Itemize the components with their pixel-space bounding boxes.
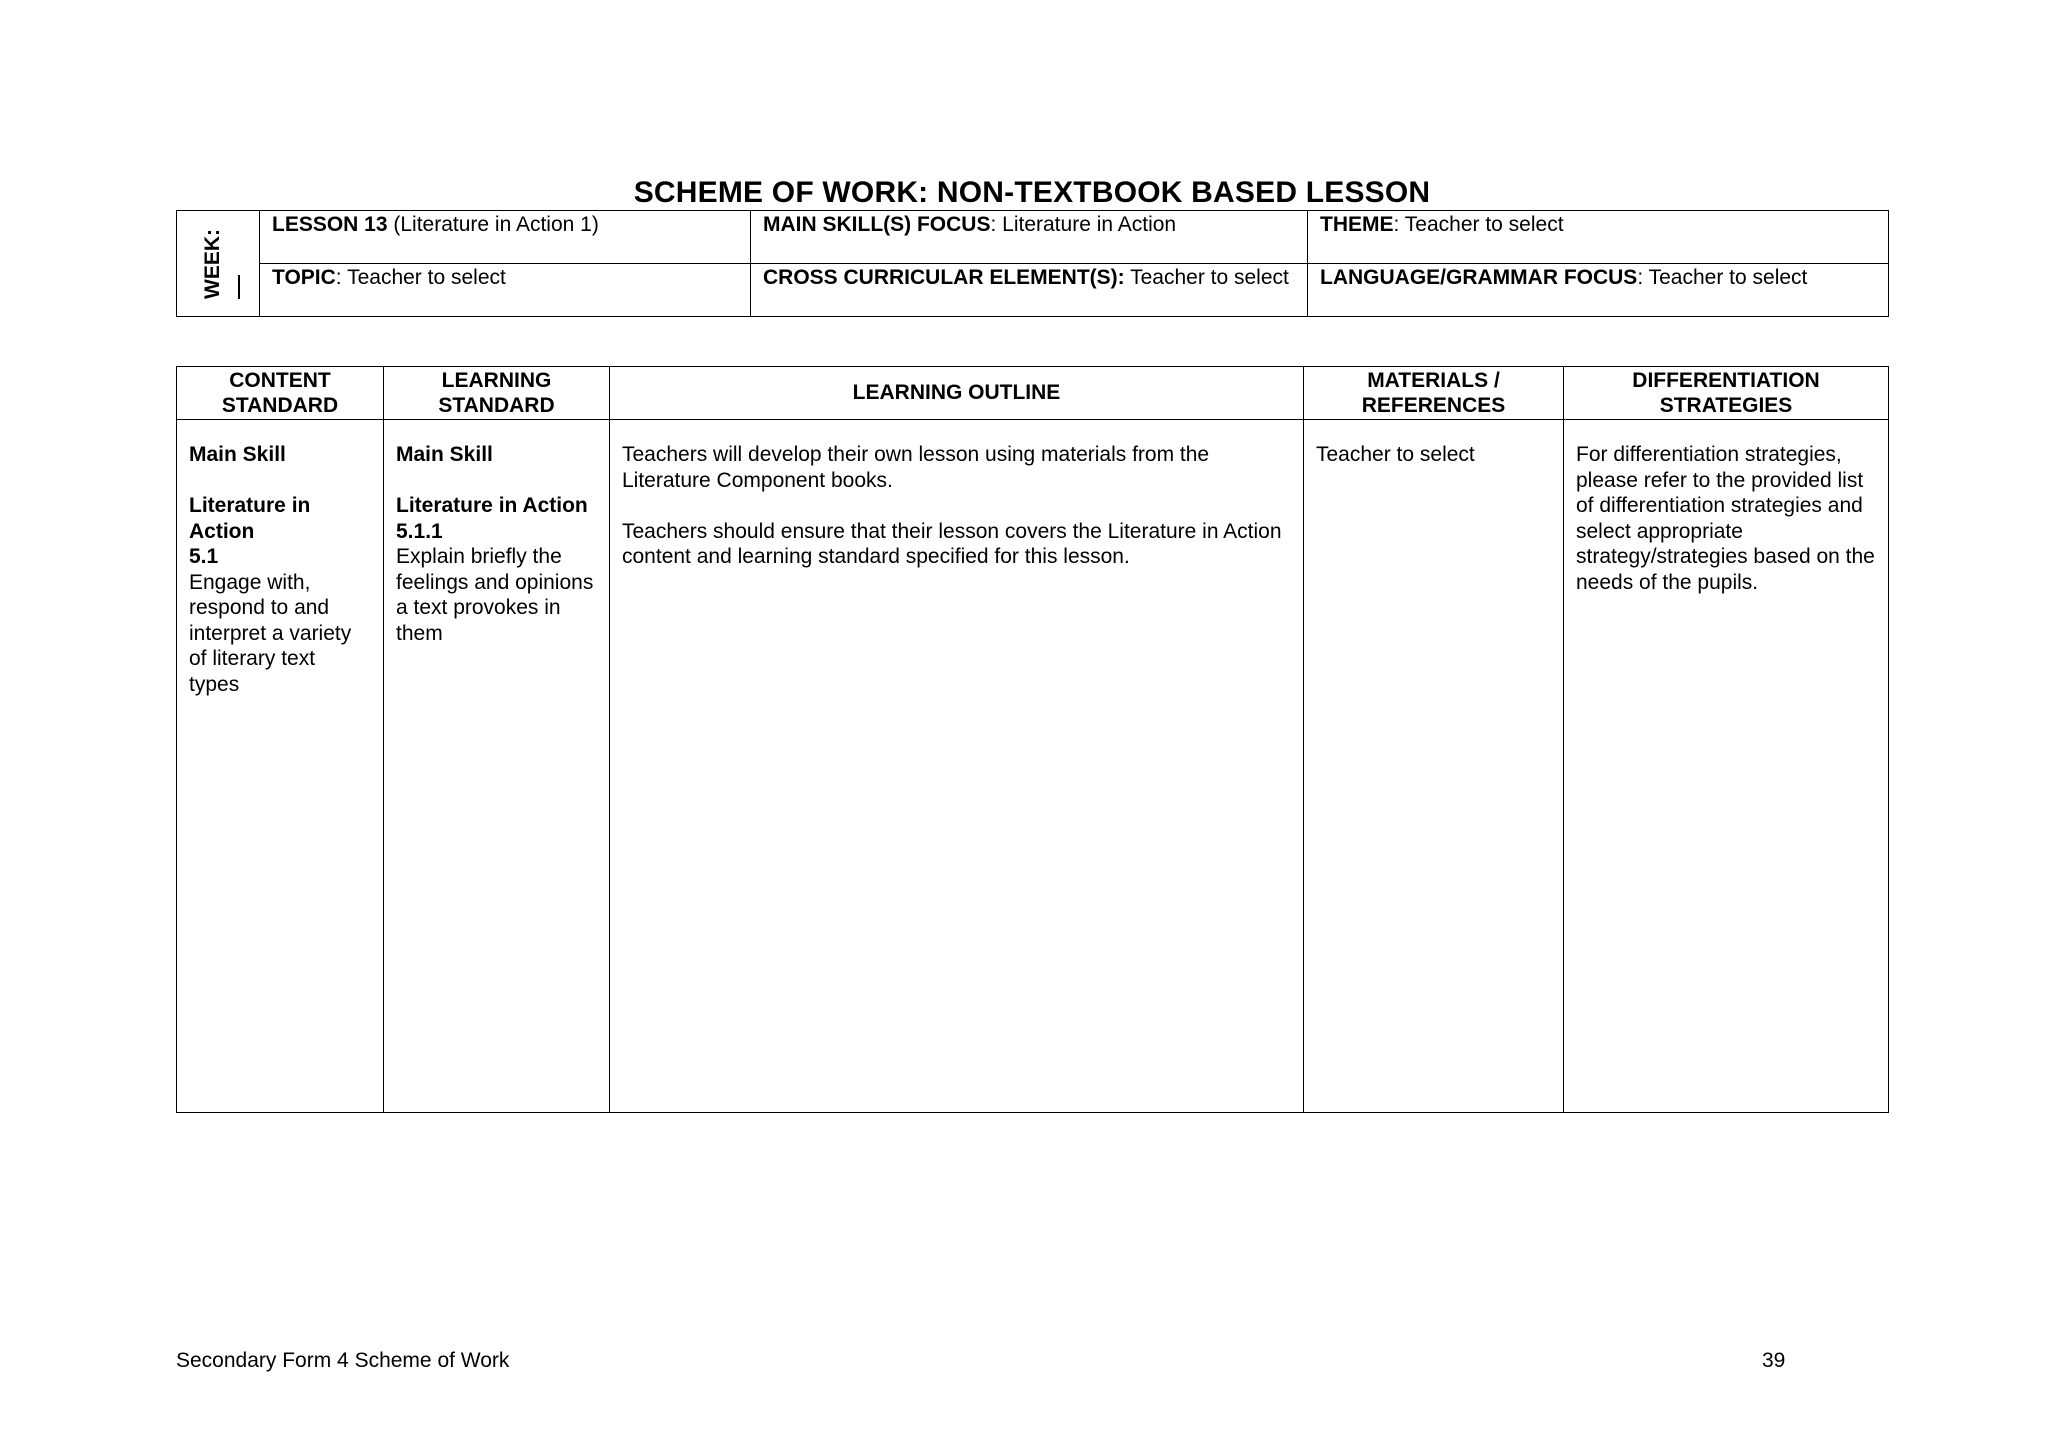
week-label: WEEK: (201, 229, 224, 299)
learning-standard-header: LEARNING STANDARD (384, 367, 610, 420)
content-standard-cell (177, 420, 384, 1113)
content-main-skill-heading: Main Skill (189, 443, 286, 466)
content-standard-text: Engage with, respond to and interpret a variety of literary text types (189, 570, 352, 696)
topic-value: : Teacher to select (335, 266, 506, 289)
materials-text: Teacher to select (1316, 443, 1475, 466)
lesson-label: LESSON 13 (272, 213, 388, 236)
learning-standard-code: 5.1.1 (396, 519, 443, 543)
learning-skill-name: Literature in Action (396, 494, 588, 517)
learning-standard-cell (384, 420, 610, 1113)
learning-standard-text: Explain briefly the feelings and opinions a text provokes in them (396, 545, 594, 645)
materials-cell (1304, 420, 1564, 1113)
learning-outline-paragraph-2: Teachers should ensure that their lesson covers the Literature in Action content and learning standard specified for this lesson. (622, 519, 1282, 568)
topic-label: TOPIC (272, 266, 336, 289)
main-skill-cell (751, 211, 1308, 264)
theme-label: THEME (1320, 213, 1394, 236)
language-grammar-cell (1308, 264, 1889, 317)
theme-value: : Teacher to select (1393, 213, 1564, 236)
content-skill-name: Literature in Action (189, 494, 311, 543)
footer-document-name: Secondary Form 4 Scheme of Work (176, 1349, 510, 1372)
learning-main-skill-heading: Main Skill (396, 443, 493, 466)
lesson-cell (260, 211, 751, 264)
learning-outline-cell (610, 420, 1304, 1113)
main-skill-label: MAIN SKILL(S) FOCUS (763, 213, 991, 236)
differentiation-text: For differentiation strategies, please refer to the provided list of differentiation strategies and select appropriate strategy/strategies based on the needs of the pupils. (1576, 443, 1875, 594)
week-cell (177, 211, 260, 317)
learning-outline-paragraph-1: Teachers will develop their own lesson using materials from the Literature Component books. (622, 443, 1210, 492)
main-skill-value: : Literature in Action (990, 213, 1177, 236)
week-blank-line (238, 275, 240, 299)
cross-curricular-cell (751, 264, 1308, 317)
footer-page-number: 39 (1762, 1349, 1786, 1372)
lesson-value: (Literature in Action 1) (387, 213, 599, 236)
content-standard-code: 5.1 (189, 545, 219, 568)
cross-curricular-value: Teacher to select (1124, 266, 1289, 289)
theme-cell (1308, 211, 1889, 264)
cross-curricular-label: CROSS CURRICULAR ELEMENT(S): (763, 266, 1125, 289)
page-title: SCHEME OF WORK: NON-TEXTBOOK BASED LESSON (633, 176, 1431, 209)
learning-outline-header: LEARNING OUTLINE (610, 367, 1304, 420)
topic-cell (260, 264, 751, 317)
differentiation-cell (1564, 420, 1889, 1113)
differentiation-header: DIFFERENTIATION STRATEGIES (1564, 367, 1889, 420)
content-standard-header: CONTENT STANDARD (177, 367, 384, 420)
language-grammar-value: : Teacher to select (1637, 266, 1808, 289)
language-grammar-label: LANGUAGE/GRAMMAR FOCUS (1320, 266, 1638, 289)
lesson-header-table (176, 210, 1889, 317)
lesson-plan-table (176, 366, 1889, 1113)
materials-header: MATERIALS / REFERENCES (1304, 367, 1564, 420)
